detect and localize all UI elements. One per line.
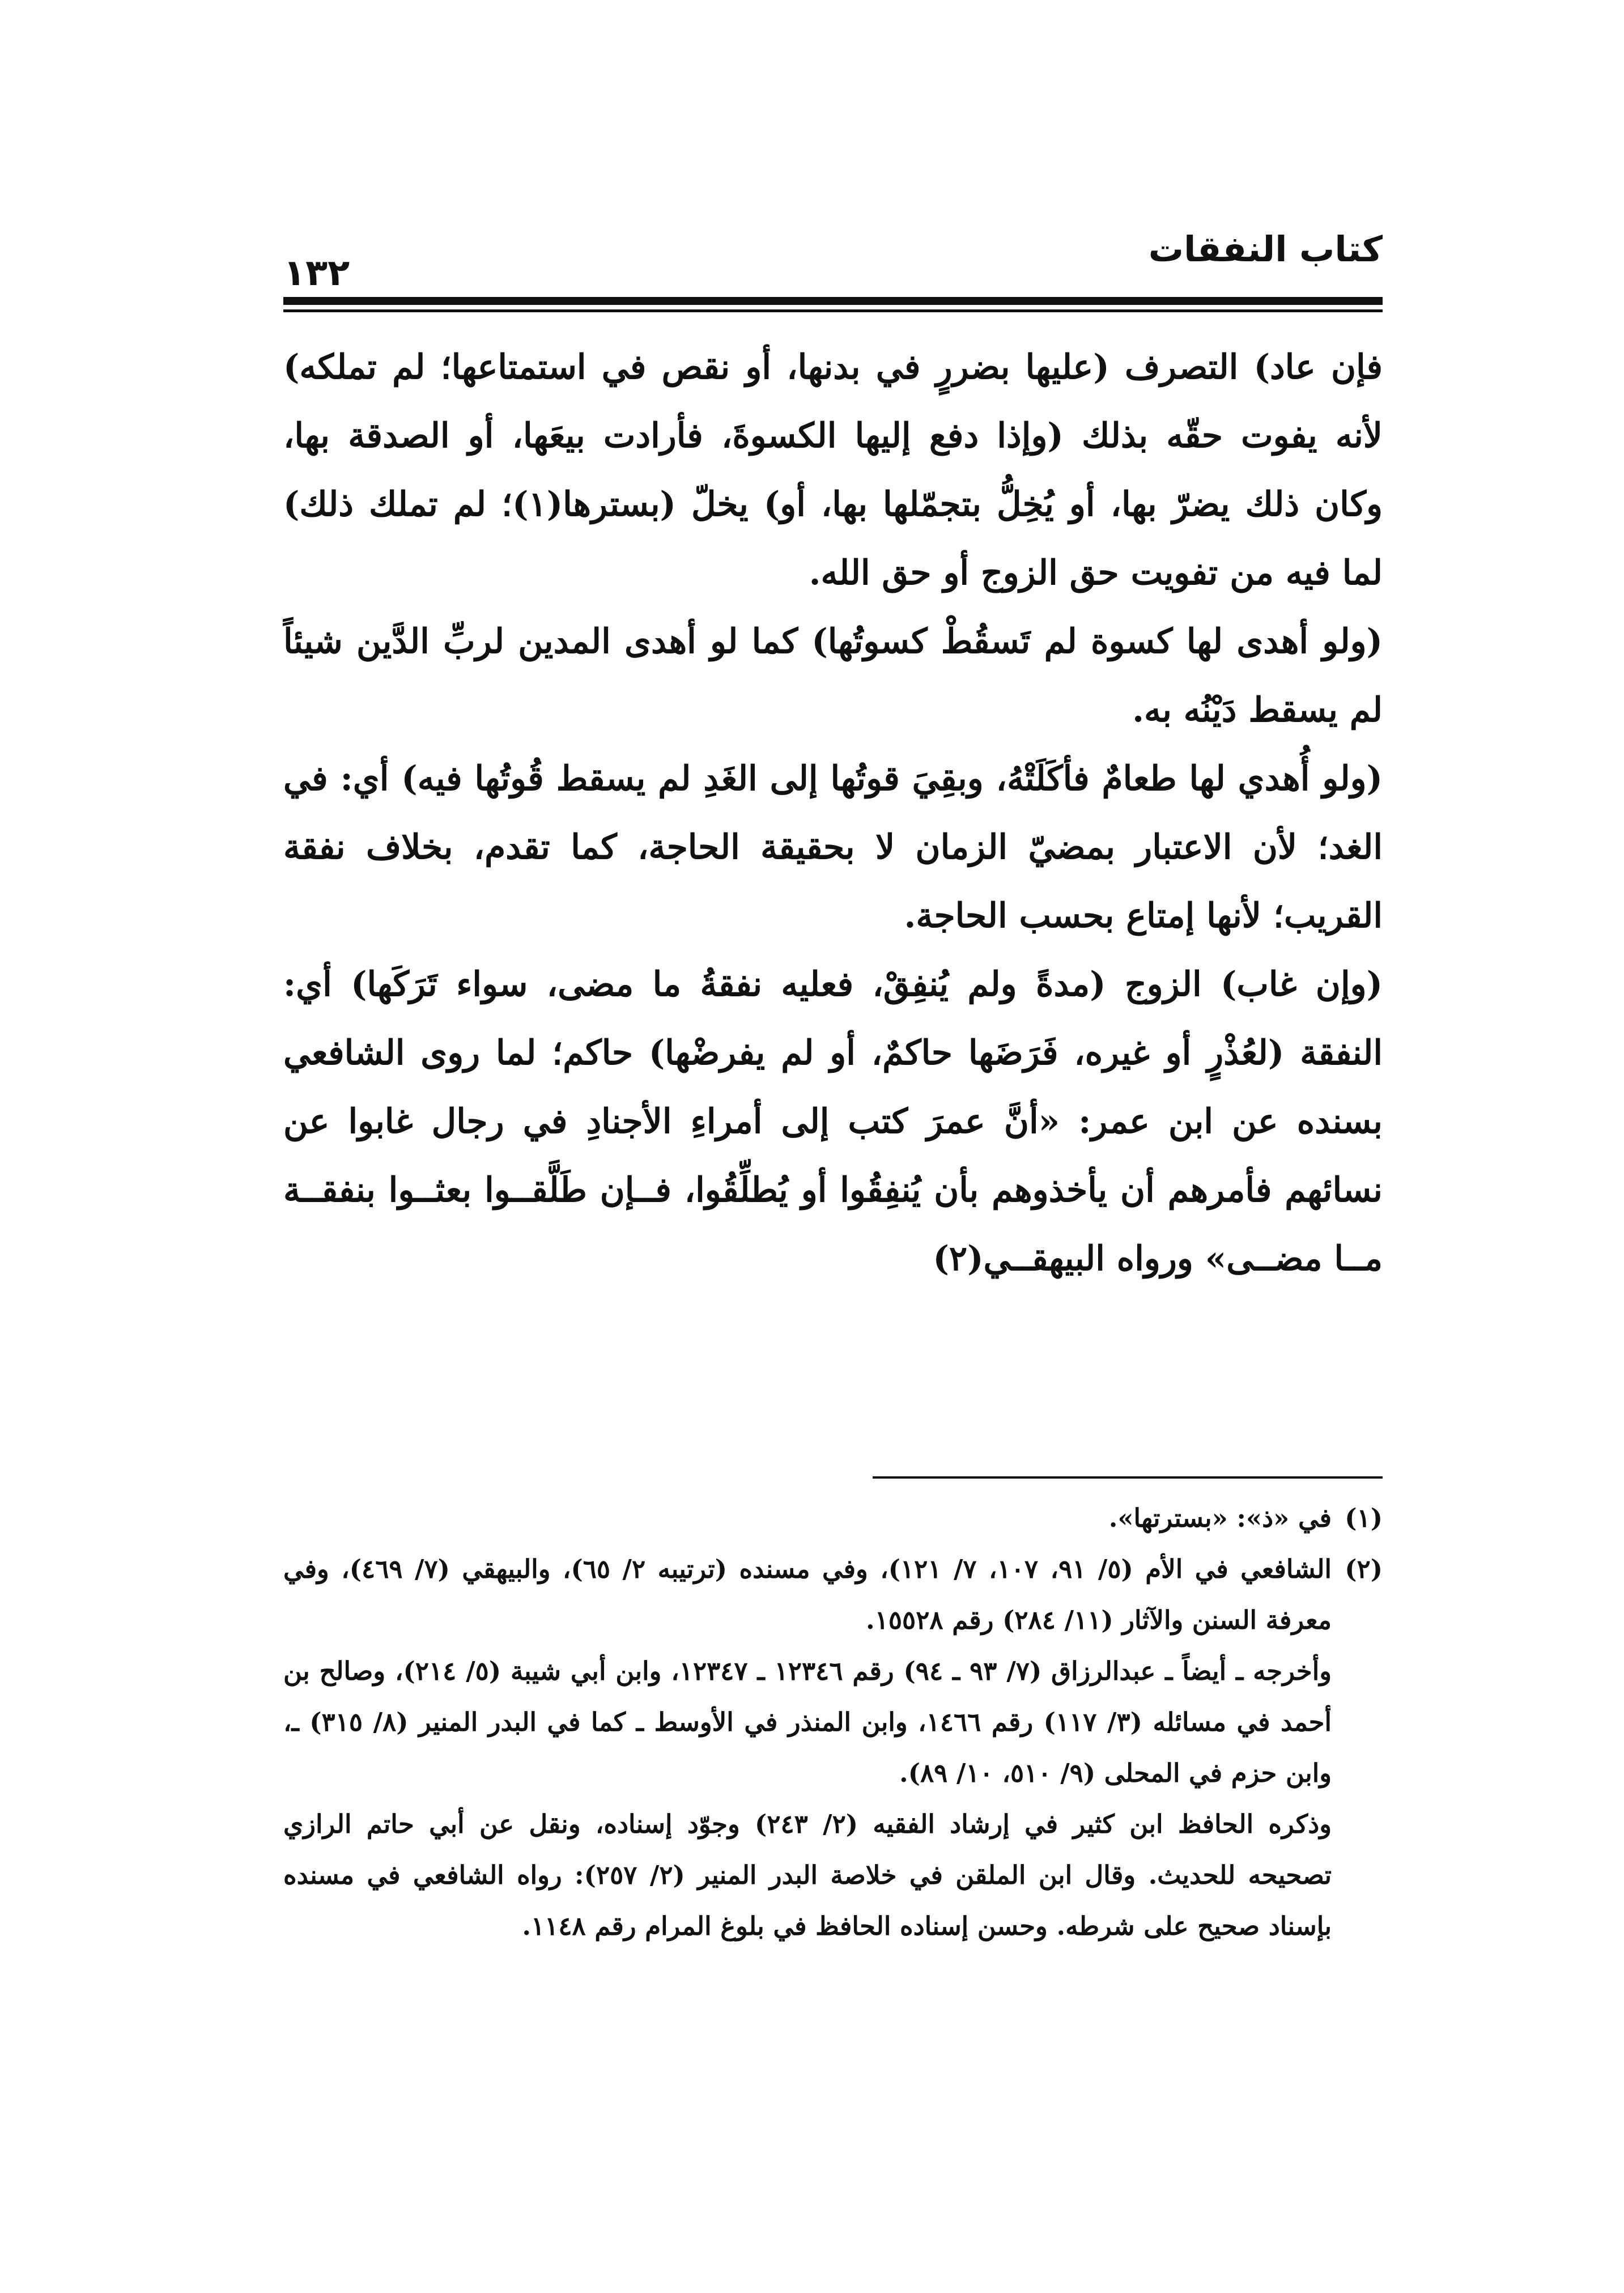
footnotes (283, 1493, 1383, 1952)
footnote-line: وذكره الحافظ ابن كثير في إرشاد الفقيه (٢/ ٢٤٣) وجوّد إسناده، ونقل عن أبي حاتم الرازي تصحيحه للحديث. وقال ابن الملقن في خلاصة البدر المنير (٢/ ٢٥٧): رواه الشافعي في مسنده بإسناد صحيح على شرطه. وحسن إسناده الحافظ في بلوغ المرام رقم ١١٤٨. (283, 1809, 1332, 1941)
header-rule-thin (283, 309, 1383, 312)
chapter-title: كتاب النفقات (1148, 228, 1383, 270)
footnote-line: وأخرجه ـ أيضاً ـ عبدالرزاق (٧/ ٩٣ ـ ٩٤) رقم ١٢٣٤٦ ـ ١٢٣٤٧، وابن أبي شيبة (٥/ ٢١٤)، وصالح بن أحمد في مسائله (٣/ ١١٧) رقم ١٤٦٦، وابن المنذر في الأوسط ـ كما في البدر المنير (٨/ ٣١٥) ـ، وابن حزم في المحلى (٩/ ٥١٠، ١٠/ ٨٩). (283, 1656, 1332, 1788)
footnote-number: (١) (1345, 1503, 1383, 1533)
footnote (283, 1493, 1383, 1544)
paragraph: (ولو أُهدي لها طعامٌ فأكَلَتْهُ، وبقِيَ قوتُها إلى الغَدِ لم يسقط قُوتُها فيه) أي: في الغد؛ لأن الاعتبار بمضيّ الزمان لا بحقيقة الحاجة، كما تقدم، بخلاف نفقة القريب؛ لأنها إمتاع بحسب الحاجة. (283, 759, 1383, 936)
footnote-line: في «ذ»: «بسترتها». (1108, 1503, 1332, 1533)
paragraph: (وإن غاب) الزوج (مدةً ولم يُنفِقْ، فعليه نفقةُ ما مضى، سواء تَرَكَها) أي: النفقة (لعُذْرٍ أو غيره، فَرَضَها حاكمٌ، أو لم يفرضْها) حاكم؛ لما روى الشافعي بسنده عن ابن عمر: «أنَّ عمرَ كتب إلى أمراءِ الأجنادِ في رجال غابوا عن نسائهم فأمرهم أن يأخذوهم بأن يُنفِقُوا أو يُطلِّقُوا، فــإن طَلَّقــوا بعثــوا بنفقــة مــا مضــى» ورواه البيهقــي(٢) (283, 965, 1383, 1279)
footnote-separator (873, 1476, 1383, 1479)
footnote-body (283, 1493, 1332, 1544)
footnote (283, 1544, 1383, 1952)
paragraph: فإن عاد) التصرف (عليها بضررٍ في بدنها، أو نقص في استمتاعها؛ لم تملكه) لأنه يفوت حقّه بذلك (وإذا دفع إليها الكسوةَ، فأرادت بيعَها، أو الصدقة بها، وكان ذلك يضرّ بها، أو يُخِلُّ بتجمّلها بها، أو) يخلّ (بسترها(١)؛ لم تملك ذلك) لما فيه من تفويت حق الزوج أو حق الله. (283, 347, 1383, 593)
header-rule-thick (283, 297, 1383, 305)
footnote-number: (٢) (1345, 1554, 1383, 1584)
main-text (283, 333, 1383, 1293)
page-number: ١٣٢ (283, 252, 350, 294)
footnote-line: الشافعي في الأم (٥/ ٩١، ١٠٧، ٧/ ١٢١)، وفي مسنده (ترتيبه ٢/ ٦٥)، والبيهقي (٧/ ٤٦٩)، وفي معرفة السنن والآثار (١١/ ٢٨٤) رقم ١٥٥٢٨. (283, 1554, 1332, 1635)
footnote-body (283, 1544, 1332, 1952)
paragraph: (ولو أهدى لها كسوة لم تَسقُطْ كسوتُها) كما لو أهدى المدين لربِّ الدَّين شيئاً لم يسقط دَيْنُه به. (283, 622, 1383, 730)
